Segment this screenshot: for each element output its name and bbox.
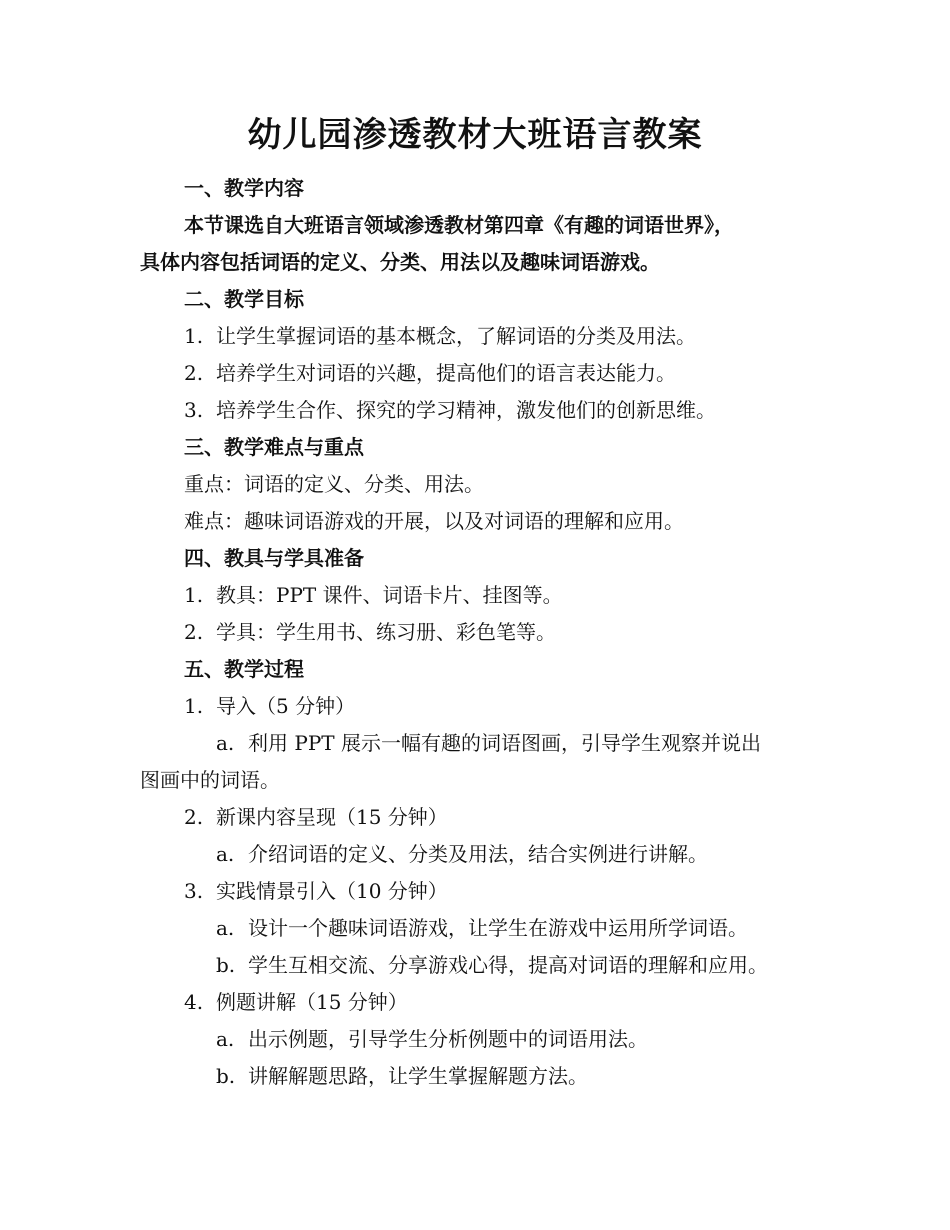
substep-mark: a.: [216, 916, 235, 940]
process-step: [140, 984, 810, 1021]
process-substep: [140, 725, 810, 762]
step-number: 1.: [184, 694, 204, 718]
process-substep: [140, 910, 810, 947]
objective-item: [140, 355, 810, 392]
section-heading-content: 一、教学内容: [184, 176, 304, 200]
item-text: 学具：学生用书、练习册、彩色笔等。: [216, 620, 556, 644]
substep-mark: a.: [216, 842, 235, 866]
content-paragraph-line-2: 具体内容包括词语的定义、分类、用法以及趣味词语游戏。: [140, 250, 660, 274]
tools-item: [140, 614, 810, 651]
objective-item: [140, 392, 810, 429]
item-text: 培养学生对词语的兴趣，提高他们的语言表达能力。: [216, 361, 676, 385]
process-substep: [140, 836, 810, 873]
section-heading-tools: 四、教具与学具准备: [184, 546, 364, 570]
section-heading-key-difficult: 三、教学难点与重点: [184, 435, 364, 459]
item-number: 2.: [184, 620, 204, 644]
content-paragraph-line-1: 本节课选自大班语言领域渗透教材第四章《有趣的词语世界》，: [184, 213, 734, 237]
step-number: 4.: [184, 990, 204, 1014]
process-substep: [140, 947, 810, 984]
substep-mark: a.: [216, 1027, 235, 1051]
substep-mark: a.: [216, 731, 235, 755]
step-text: 导入（5 分钟）: [216, 694, 356, 718]
difficult-point: 难点：趣味词语游戏的开展，以及对词语的理解和应用。: [184, 509, 684, 533]
item-text: 培养学生合作、探究的学习精神，激发他们的创新思维。: [216, 398, 716, 422]
substep-text: 介绍词语的定义、分类及用法，结合实例进行讲解。: [248, 842, 708, 866]
item-text: 让学生掌握词语的基本概念，了解词语的分类及用法。: [216, 324, 696, 348]
item-text: 教具：PPT 课件、词语卡片、挂图等。: [216, 583, 563, 607]
key-point: 重点：词语的定义、分类、用法。: [184, 472, 484, 496]
step-text: 新课内容呈现（15 分钟）: [216, 805, 448, 829]
step-number: 2.: [184, 805, 204, 829]
tools-item: [140, 577, 810, 614]
substep-text: 讲解解题思路，让学生掌握解题方法。: [248, 1064, 588, 1088]
substep-text: 学生互相交流、分享游戏心得，提高对词语的理解和应用。: [248, 953, 768, 977]
process-substep: [140, 1058, 810, 1095]
substep-text: 利用 PPT 展示一幅有趣的词语图画，引导学生观察并说出: [248, 731, 761, 755]
step-text: 例题讲解（15 分钟）: [216, 990, 408, 1014]
process-step: [140, 799, 810, 836]
substep-mark: b.: [216, 953, 236, 977]
objective-item: [140, 318, 810, 355]
document-title: 幼儿园渗透教材大班语言教案: [247, 115, 703, 155]
step-text: 实践情景引入（10 分钟）: [216, 879, 448, 903]
process-substep-continuation: 图画中的词语。: [140, 768, 280, 792]
section-heading-process: 五、教学过程: [184, 657, 304, 681]
substep-text: 出示例题，引导学生分析例题中的词语用法。: [248, 1027, 648, 1051]
item-number: 1.: [184, 324, 204, 348]
substep-text: 设计一个趣味词语游戏，让学生在游戏中运用所学词语。: [248, 916, 748, 940]
item-number: 3.: [184, 398, 204, 422]
item-number: 2.: [184, 361, 204, 385]
item-number: 1.: [184, 583, 204, 607]
process-step: [140, 873, 810, 910]
substep-mark: b.: [216, 1064, 236, 1088]
process-step: [140, 688, 810, 725]
step-number: 3.: [184, 879, 204, 903]
process-substep: [140, 1021, 810, 1058]
section-heading-objectives: 二、教学目标: [184, 287, 304, 311]
